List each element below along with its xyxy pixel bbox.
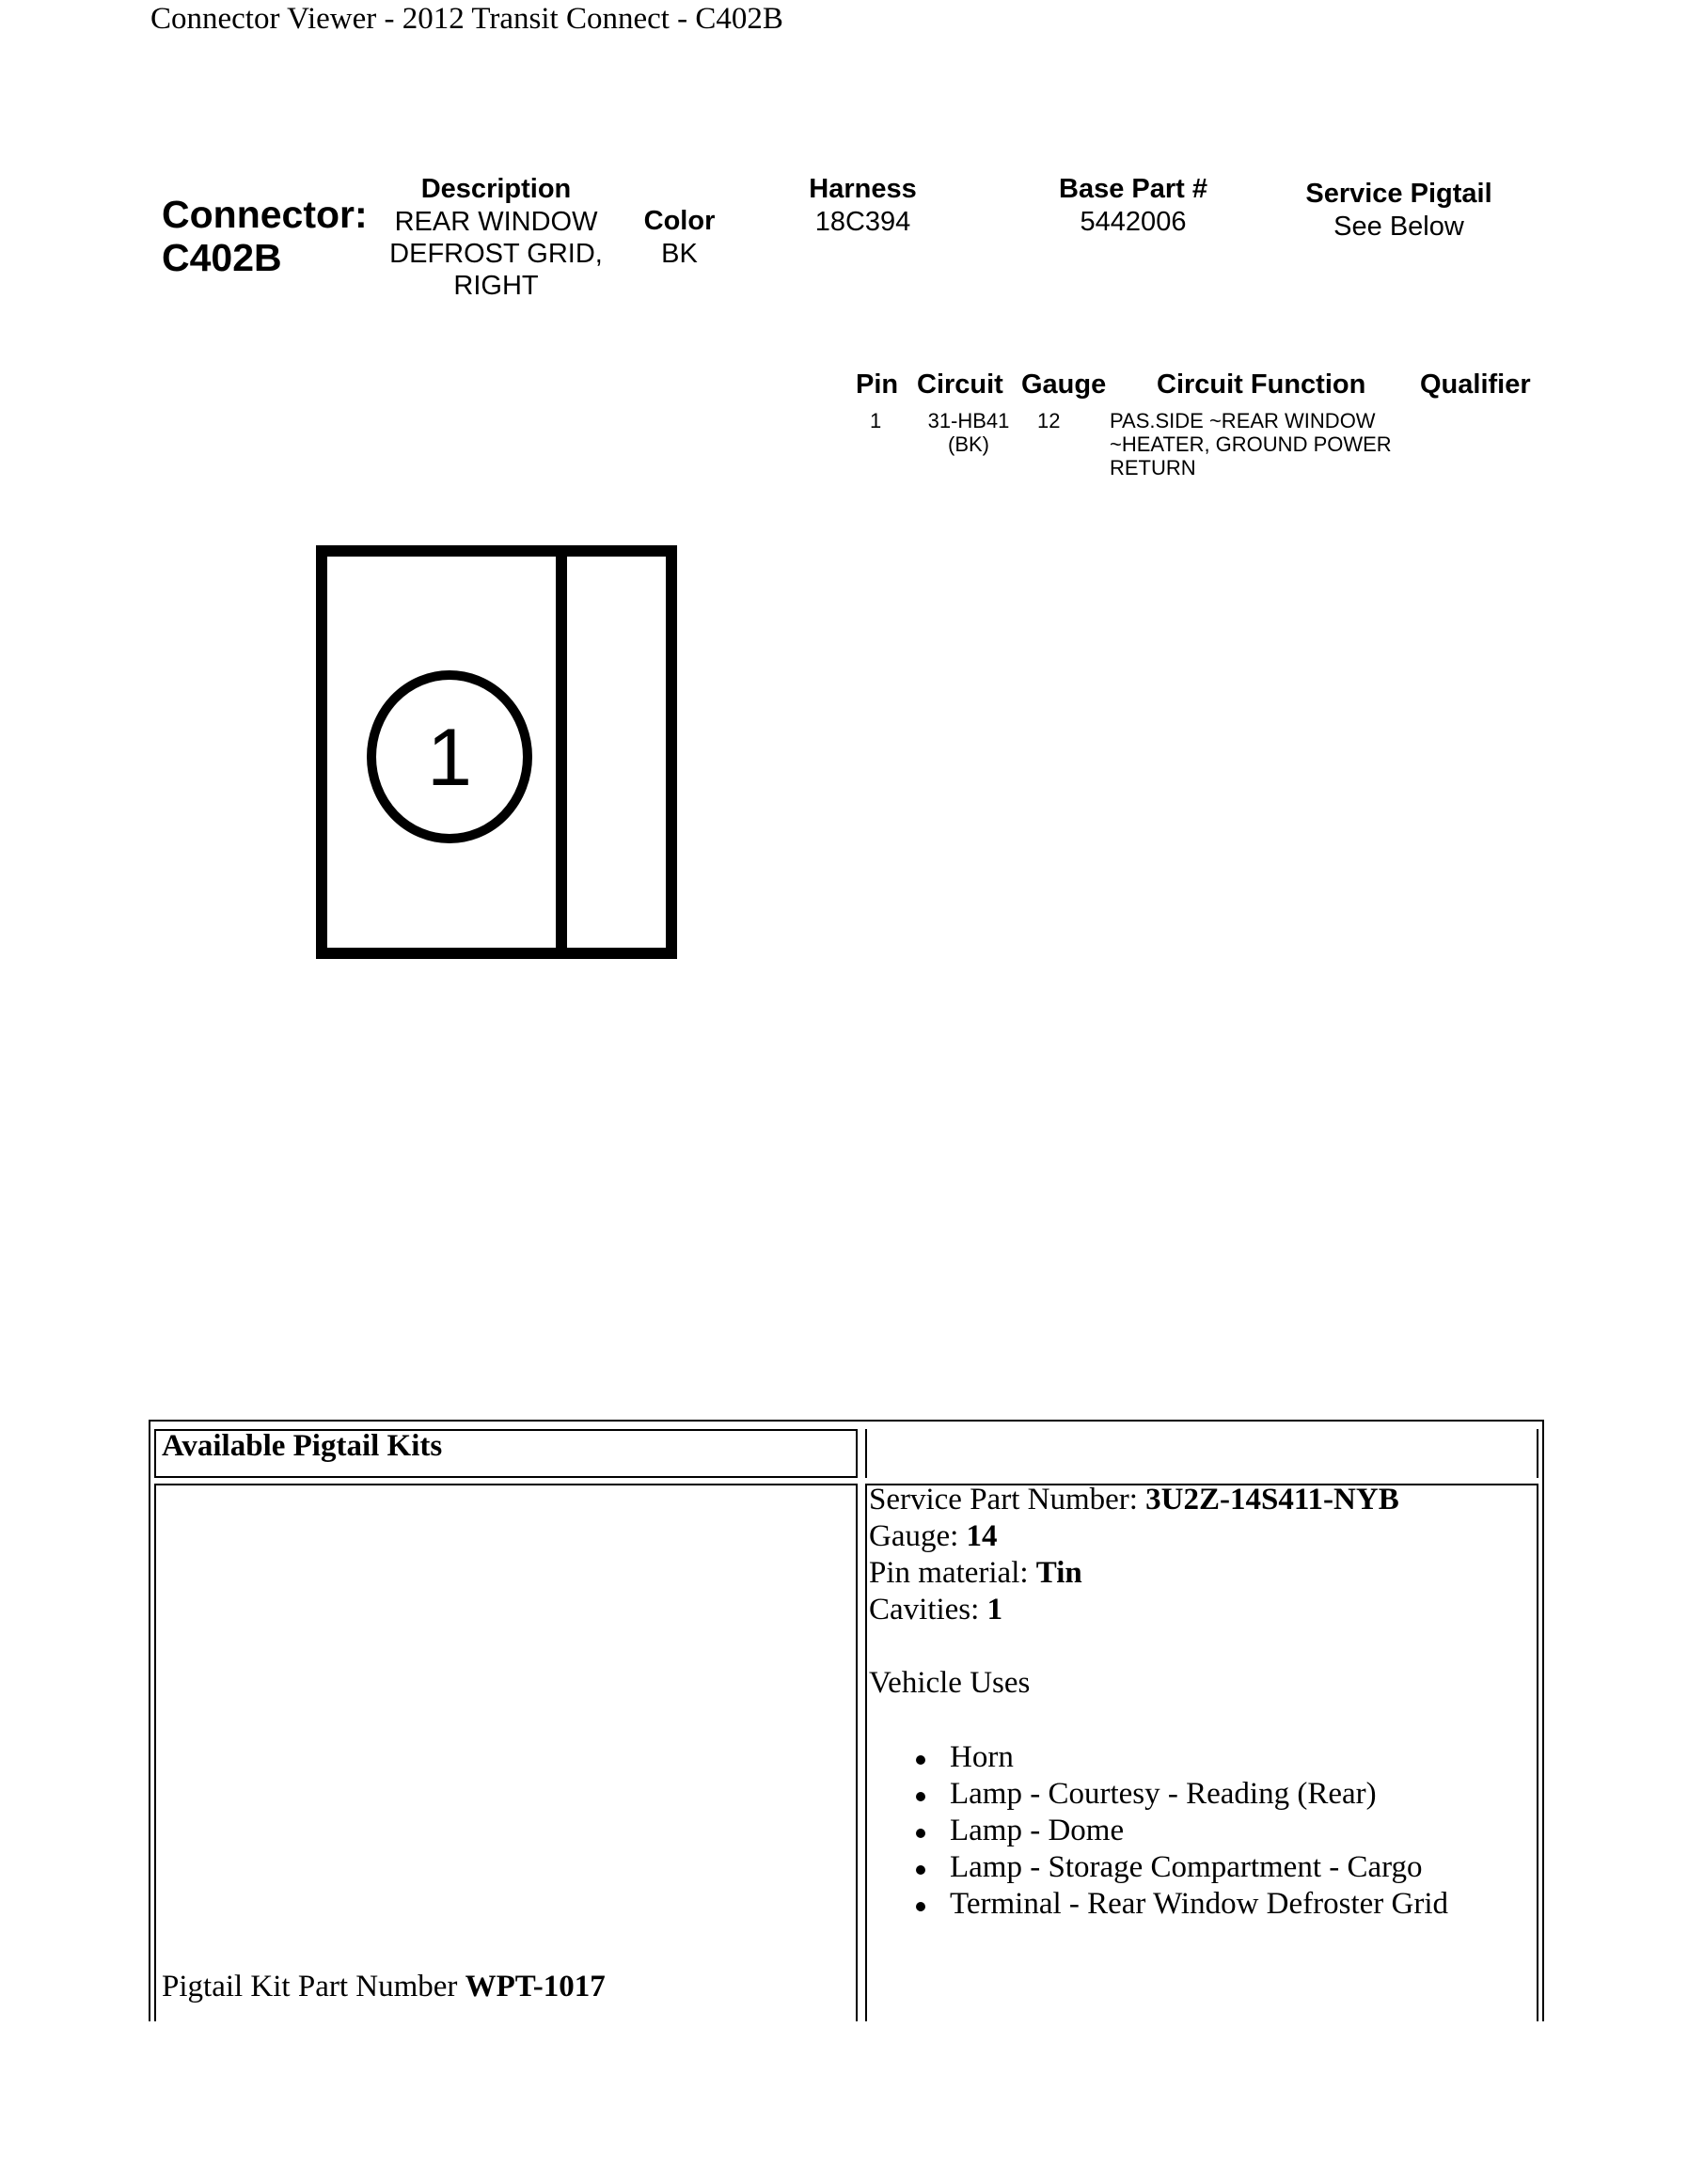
harness-value: 18C394	[814, 207, 911, 237]
pin-material: Pin material: Tin	[869, 1556, 1082, 1590]
pigtail-kits-table	[149, 1420, 1544, 2021]
vehicle-uses-list	[869, 1739, 1448, 1923]
cell-border	[154, 1484, 156, 2021]
pin-number-label: 1	[427, 713, 472, 803]
cell-border	[865, 1429, 867, 1478]
connector-label	[162, 193, 368, 279]
table-border	[1542, 1420, 1544, 2021]
qualifier-header: Qualifier	[1420, 369, 1531, 400]
description-line: REAR WINDOW	[394, 207, 598, 237]
harness-header: Harness	[809, 174, 917, 204]
description-header: Description	[420, 174, 572, 204]
connector-label-line1: Connector:	[162, 193, 368, 236]
service-part-number: Service Part Number: 3U2Z-14S411-NYB	[869, 1483, 1399, 1516]
color-column	[625, 204, 734, 270]
cavities: Cavities: 1	[869, 1593, 1003, 1626]
color-header: Color	[643, 206, 716, 236]
cell-border	[154, 1476, 858, 1478]
bullet-icon	[916, 1902, 925, 1911]
service-pigtail-value: See Below	[1333, 212, 1464, 242]
connector-id: C402B	[162, 236, 282, 279]
list-item: Lamp - Dome	[916, 1813, 1448, 1849]
gauge-cell: 12	[1037, 409, 1061, 432]
bullet-icon	[916, 1865, 925, 1875]
cell-border	[154, 1429, 156, 1478]
base-part-header: Base Part #	[1059, 174, 1207, 204]
cell-border	[154, 1484, 858, 1485]
base-part-column	[1039, 172, 1227, 238]
cell-border	[1537, 1484, 1538, 2021]
table-border	[149, 1420, 150, 2021]
base-part-value: 5442006	[1080, 207, 1187, 237]
pin-header: Pin	[856, 369, 899, 400]
cell-border	[856, 1429, 858, 1478]
list-item: Terminal - Rear Window Defroster Grid	[916, 1886, 1448, 1923]
table-border	[149, 1420, 1544, 1422]
page-title: Connector Viewer - 2012 Transit Connect - C402B	[150, 2, 783, 36]
circuit-id: 31-HB41	[927, 409, 1010, 432]
vehicle-uses-label: Vehicle Uses	[869, 1666, 1031, 1700]
cell-border	[1537, 1429, 1538, 1478]
bullet-icon	[916, 1755, 925, 1765]
kit-gauge: Gauge: 14	[869, 1519, 998, 1553]
service-pigtail-column	[1288, 177, 1509, 243]
harness-column	[781, 172, 945, 238]
list-item: Lamp - Storage Compartment - Cargo	[916, 1849, 1448, 1886]
circuit-header: Circuit	[917, 369, 1003, 400]
cell-border	[865, 1484, 867, 2021]
circuit-function-line: PAS.SIDE ~REAR WINDOW	[1110, 409, 1376, 432]
pin-cell: 1	[870, 409, 882, 432]
gauge-header: Gauge	[1021, 369, 1107, 400]
circuit-function-cell	[1110, 409, 1392, 479]
kit-info-cell	[869, 1482, 1448, 1923]
list-item: Lamp - Courtesy - Reading (Rear)	[916, 1776, 1448, 1813]
description-line: RIGHT	[453, 271, 539, 301]
bullet-icon	[916, 1792, 925, 1801]
description-line: DEFROST GRID,	[389, 239, 603, 269]
pigtail-kits-title: Available Pigtail Kits	[162, 1429, 443, 1463]
list-item: Horn	[916, 1739, 1448, 1776]
circuit-cell	[917, 409, 1020, 456]
description-column	[381, 172, 611, 302]
circuit-function-line: RETURN	[1110, 456, 1196, 479]
pigtail-kit-part-number: Pigtail Kit Part Number WPT-1017	[162, 1970, 606, 2003]
circuit-function-header: Circuit Function	[1157, 369, 1366, 400]
service-pigtail-header: Service Pigtail	[1305, 179, 1492, 209]
color-value: BK	[661, 239, 698, 269]
circuit-color: (BK)	[948, 432, 989, 456]
connector-face-diagram	[316, 545, 678, 959]
cell-border	[856, 1484, 858, 2021]
bullet-icon	[916, 1829, 925, 1838]
circuit-function-line: ~HEATER, GROUND POWER	[1110, 432, 1392, 456]
